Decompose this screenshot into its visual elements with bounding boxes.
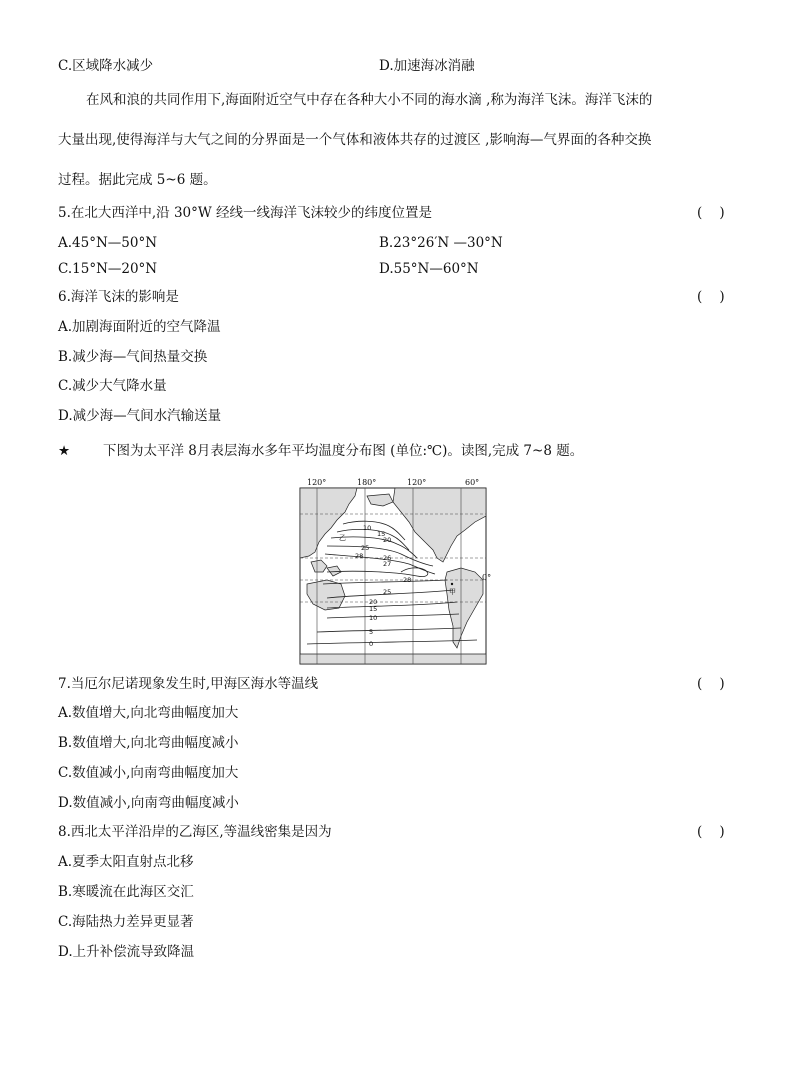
iso-label-10: 10 [363,524,372,532]
intro-7-8: 下图为太平洋 8月表层海水多年平均温度分布图 (单位:℃)。读图,完成 7~8 题。 [103,443,584,459]
lon-label-3: 120° [407,478,427,487]
q6-option-c: C.减少大气降水量 [58,378,167,394]
iso-label-15: 15 [377,530,386,538]
intro-5-6-line3: 过程。据此完成 5~6 题。 [58,172,217,188]
region-jia-dot [451,583,453,585]
q6-answer-bracket: ( ) [697,289,725,305]
equator-label: 0° [482,573,492,582]
q8-stem: 8.西北太平洋沿岸的乙海区,等温线密集是因为 [58,824,332,840]
longitude-labels [307,478,479,487]
q5-stem: 5.在北大西洋中,沿 30°W 经线一线海洋飞沫较少的纬度位置是 [58,205,433,221]
antarctica-land [300,654,486,664]
lon-label-2: 180° [357,478,377,487]
star-icon: ★ [58,443,71,459]
q7-option-c: C.数值减小,向南弯曲幅度加大 [58,765,239,781]
iso-label-27: 27 [383,560,392,568]
intro-5-6-line1: 在风和浪的共同作用下,海面附近空气中存在各种大小不同的海水滴 ,称为海洋飞沫。海洋飞沫的 [86,92,653,108]
q7-stem: 7.当厄尔尼诺现象发生时,甲海区海水等温线 [58,676,319,692]
q4-option-d: D.加速海冰消融 [379,58,475,74]
lon-label-4: 60° [465,478,480,487]
iso-label-20s: 20 [369,598,378,606]
q5-option-d: D.55°N—60°N [379,261,479,277]
q6-stem: 6.海洋飞沫的影响是 [58,289,179,305]
iso-label-5s: 5 [369,628,374,636]
q8-option-d: D.上升补偿流导致降温 [58,944,195,960]
iso-label-28a: 28 [355,552,364,560]
q5-option-b: B.23°26′N —30°N [379,235,503,251]
q6-option-a: A.加剧海面附近的空气降温 [58,319,221,335]
pacific-temperature-map [297,476,493,666]
q7-option-d: D.数值减小,向南弯曲幅度减小 [58,795,239,811]
lon-label-1: 120° [307,478,327,487]
q7-answer-bracket: ( ) [697,676,725,692]
q6-option-b: B.减少海—气间热量交换 [58,349,208,365]
iso-label-0s: 0 [369,640,374,648]
iso-label-15s: 15 [369,605,378,613]
q5-option-a: A.45°N—50°N [58,235,158,251]
q8-option-c: C.海陆热力差异更显著 [58,914,194,930]
region-jia-label: 甲 [449,588,456,596]
iso-label-10s: 10 [369,614,378,622]
map-svg [297,476,493,666]
q4-option-c: C.区域降水减少 [58,58,154,74]
iso-label-25s: 25 [383,588,392,596]
q8-answer-bracket: ( ) [697,824,725,840]
iso-label-25: 25 [361,544,370,552]
q8-option-a: A.夏季太阳直射点北移 [58,854,194,870]
iso-label-26: 26 [383,554,392,562]
q5-option-c: C.15°N—20°N [58,261,158,277]
region-yi-label: 乙 [339,534,346,542]
iso-label-20: 20 [383,536,392,544]
q5-answer-bracket: ( ) [697,205,725,221]
intro-5-6-line2: 大量出现,使得海洋与大气之间的分界面是一个气体和液体共存的过渡区 ,影响海—气界面的各种交换 [58,132,652,148]
q7-option-b: B.数值增大,向北弯曲幅度减小 [58,735,239,751]
q7-option-a: A.数值增大,向北弯曲幅度加大 [58,705,239,721]
q6-option-d: D.减少海—气间水汽输送量 [58,408,222,424]
iso-label-28b: 28 [403,576,412,584]
q8-option-b: B.寒暖流在此海区交汇 [58,884,194,900]
